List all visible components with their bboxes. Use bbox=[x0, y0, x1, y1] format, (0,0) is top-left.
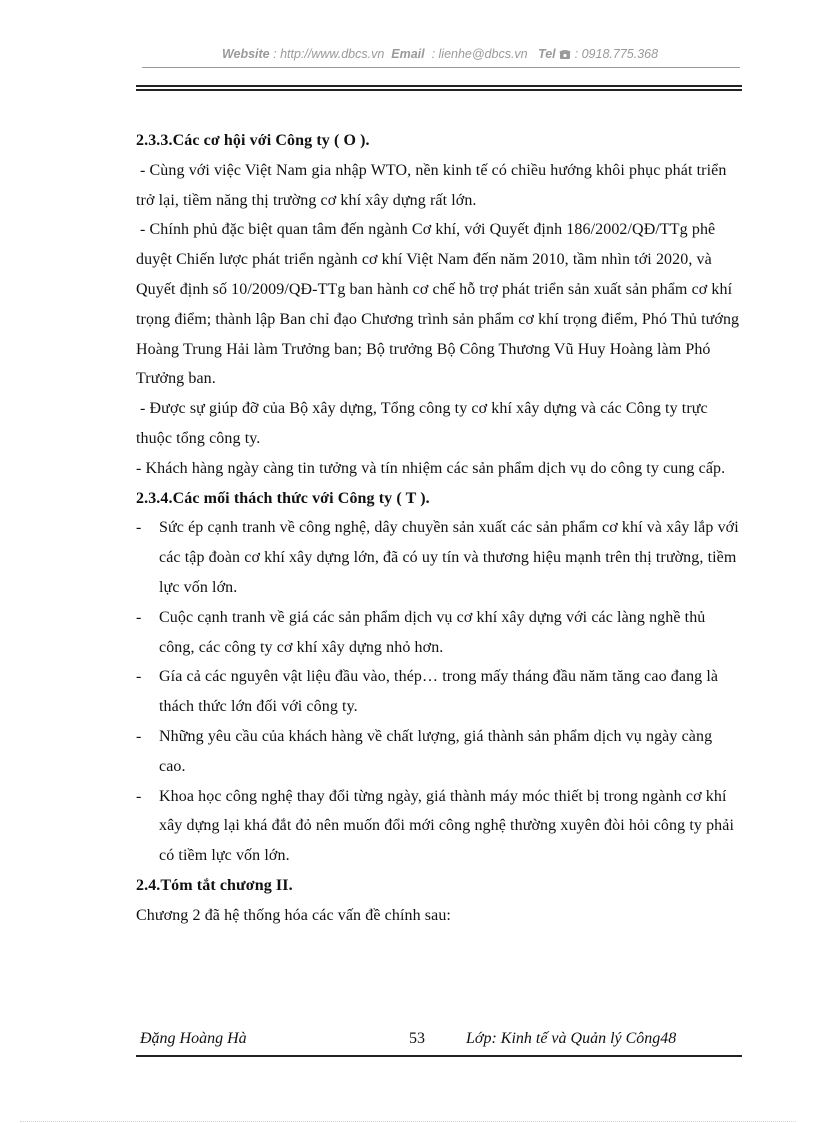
document-body bbox=[136, 126, 740, 931]
summary-paragraph: Chương 2 đã hệ thống hóa các vấn đề chính sau: bbox=[136, 906, 451, 924]
threat-item-text: Sức ép cạnh tranh về công nghệ, dây chuyền sản xuất các sản phẩm cơ khí và xây lắp với các tập đoàn cơ khí xây dựng lớn, đã có uy tín và thương hiệu mạnh trên thị trường, tiềm lực vốn lớn. bbox=[159, 519, 739, 596]
opportunity-paragraph-1: - Cùng với việc Việt Nam gia nhập WTO, nền kinh tế có chiều hướng khôi phục phát triển trở lại, tiềm năng thị trường cơ khí xây dựng rất lớn. bbox=[136, 161, 727, 209]
footer-class: Lớp: Kinh tế và Quản lý Công48 bbox=[466, 1030, 677, 1047]
header-rule-bottom bbox=[136, 89, 742, 91]
threat-item-text: Những yêu cầu của khách hàng về chất lượng, giá thành sản phẩm dịch vụ ngày càng cao. bbox=[159, 727, 713, 775]
list-dash: - bbox=[136, 787, 142, 805]
website-label: Website bbox=[221, 47, 270, 61]
opportunity-paragraph-4: - Khách hàng ngày càng tin tưởng và tín nhiệm các sản phẩm dịch vụ do công ty cung cấp. bbox=[136, 459, 726, 477]
threat-item bbox=[136, 603, 740, 663]
opportunity-paragraph-2: - Chính phủ đặc biệt quan tâm đến ngành Cơ khí, với Quyết định 186/2002/QĐ/TTg phê duyệt Chiến lược phát triển ngành cơ khí Việt Nam đến năm 2010, tầm nhìn tới 2020, và Quyết định số 10/2009/QĐ-TTg ban hành cơ chế hỗ trợ phát triển sản xuất sản phẩm cơ khí trọng điểm; thành lập Ban chỉ đạo Chương trình sản phẩm cơ khí trọng điểm, Phó Thủ tướng Hoàng Trung Hải làm Trưởng ban; Bộ trưởng Bộ Công Thương Vũ Huy Hoàng làm Phó Trưởng ban. bbox=[136, 221, 740, 388]
website-value[interactable]: : http://www.dbcs.vn bbox=[273, 47, 385, 61]
email-value[interactable]: : lienhe@dbcs.vn bbox=[431, 47, 528, 61]
list-dash: - bbox=[136, 519, 142, 537]
threat-item bbox=[136, 662, 740, 722]
header-rule-top bbox=[136, 85, 742, 87]
section-heading-2-3-3: 2.3.3.Các cơ hội với Công ty ( O ). bbox=[136, 132, 370, 149]
tel-label: Tel bbox=[538, 47, 556, 61]
page-header bbox=[142, 47, 738, 61]
phone-icon bbox=[559, 47, 574, 61]
page-edge-dotted bbox=[20, 1121, 796, 1122]
page-number: 53 bbox=[409, 1030, 425, 1047]
list-dash: - bbox=[136, 727, 142, 745]
email-label: Email bbox=[391, 47, 425, 61]
section-heading-2-3-4: 2.3.4.Các mối thách thức với Công ty ( T ). bbox=[136, 489, 430, 507]
threat-item-text: Gía cả các nguyên vật liệu đầu vào, thép… trong mấy tháng đầu năm tăng cao đang là thách thức lớn đối với công ty. bbox=[159, 668, 719, 716]
opportunity-paragraph-3: - Được sự giúp đỡ của Bộ xây dựng, Tổng công ty cơ khí xây dựng và các Công ty trực thuộc tổng công ty. bbox=[136, 400, 708, 447]
threat-item bbox=[136, 722, 740, 782]
threat-item bbox=[136, 513, 740, 602]
tel-value: : 0918.775.368 bbox=[574, 47, 659, 61]
footer-rule bbox=[136, 1055, 742, 1057]
section-heading-2-4: 2.4.Tóm tắt chương II. bbox=[136, 876, 293, 894]
threat-item-text: Cuộc cạnh tranh về giá các sản phẩm dịch vụ cơ khí xây dựng với các làng nghề thủ công, các công ty cơ khí xây dựng nhỏ hơn. bbox=[159, 608, 706, 656]
page-footer bbox=[136, 1030, 742, 1054]
footer-author: Đặng Hoàng Hà bbox=[140, 1030, 247, 1047]
threat-item-text: Khoa học công nghệ thay đổi từng ngày, giá thành máy móc thiết bị trong ngành cơ khí xây dựng lại khá đắt đỏ nên muốn đổi mới công nghệ thường xuyên đòi hỏi công ty phải có tiềm lực vốn lớn. bbox=[159, 787, 735, 865]
list-dash: - bbox=[136, 668, 142, 686]
threat-item bbox=[136, 782, 740, 871]
header-rule-thin bbox=[142, 67, 740, 68]
list-dash: - bbox=[136, 608, 142, 626]
